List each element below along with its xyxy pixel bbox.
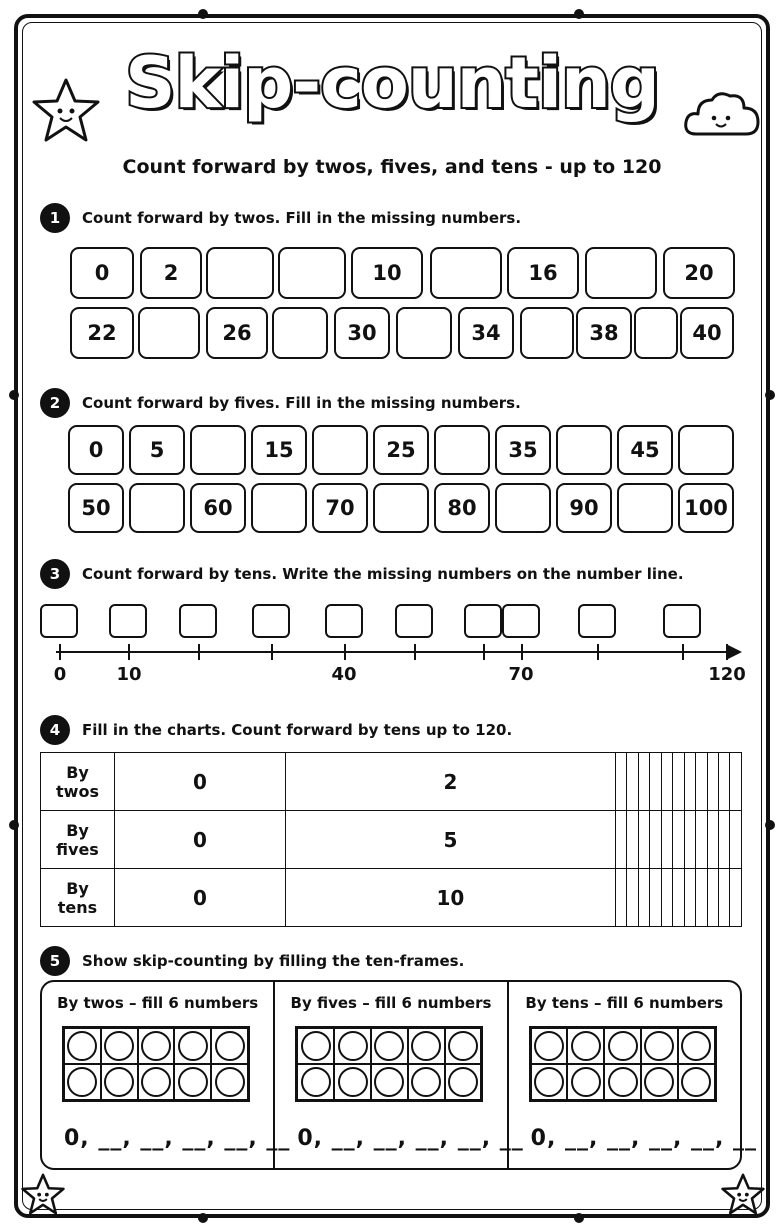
- chart-row-label-line: By: [66, 820, 89, 840]
- chart-answer-cell[interactable]: [673, 811, 684, 869]
- page-subtitle: Count forward by twos, fives, and tens - up to 120: [122, 156, 662, 178]
- chart-answer-cell[interactable]: [627, 869, 638, 927]
- ten-frame-sequence[interactable]: 0, __, __, __, __, __: [64, 1126, 291, 1151]
- ten-frame-cell: [567, 1028, 604, 1064]
- ten-frame-cell: [211, 1028, 248, 1064]
- chart-row-label: [41, 811, 115, 869]
- answer-box[interactable]: [190, 425, 246, 475]
- ten-frame-cell: [408, 1028, 445, 1064]
- ten-frame-circle[interactable]: [141, 1031, 171, 1061]
- ten-frame-cell: [678, 1028, 715, 1064]
- ten-frame-circle[interactable]: [571, 1067, 601, 1097]
- ten-frame-circle[interactable]: [411, 1067, 441, 1097]
- number-box: 22: [70, 307, 134, 359]
- number-line-answer-box[interactable]: [325, 604, 363, 638]
- chart-row-label-line: fives: [56, 839, 99, 859]
- ten-frame-circle[interactable]: [215, 1067, 245, 1097]
- section-instruction: Show skip-counting by filling the ten-frames.: [82, 952, 465, 970]
- number-line-tick: [682, 644, 684, 660]
- ten-frame: [529, 1026, 717, 1102]
- number-box: 70: [312, 483, 368, 533]
- number-line-tick: [597, 644, 599, 660]
- number-box: 90: [556, 483, 612, 533]
- ten-frame-cell: [408, 1064, 445, 1100]
- chart-answer-cell[interactable]: [730, 811, 742, 869]
- number-box: 25: [373, 425, 429, 475]
- section-instruction: Fill in the charts. Count forward by tens up to 120.: [82, 721, 513, 739]
- ten-frame-cell: [604, 1028, 641, 1064]
- ten-frame-cell: [64, 1028, 101, 1064]
- number-box: 26: [206, 307, 268, 359]
- chart-row: [41, 811, 742, 869]
- ten-frame-cell: [445, 1028, 482, 1064]
- ten-frame-cell: [445, 1064, 482, 1100]
- ten-frame-cell: [101, 1028, 138, 1064]
- section-1-header: [40, 203, 521, 233]
- ten-frame-panel: [42, 982, 291, 1168]
- chart-row: [41, 753, 742, 811]
- border-dot: [574, 9, 584, 19]
- ten-frame-circle[interactable]: [374, 1031, 404, 1061]
- number-line-tick: [726, 644, 728, 660]
- number-line-label: 10: [116, 664, 142, 685]
- ten-frame-circle[interactable]: [644, 1067, 674, 1097]
- chart-value-cell: 0: [115, 869, 286, 927]
- chart-answer-cell[interactable]: [661, 811, 672, 869]
- chart-answer-cell[interactable]: [707, 869, 718, 927]
- ten-frame-circle[interactable]: [338, 1031, 368, 1061]
- section-number-badge: 5: [40, 946, 70, 976]
- ten-frame-title: By twos – fill 6 numbers: [57, 994, 259, 1012]
- number-box: 0: [70, 247, 134, 299]
- number-line-answer-box[interactable]: [464, 604, 502, 638]
- ten-frame-circle[interactable]: [104, 1031, 134, 1061]
- ten-frame-circle[interactable]: [301, 1067, 331, 1097]
- number-line-tick: [483, 644, 485, 660]
- border-dot: [574, 1213, 584, 1223]
- number-line-tick: [198, 644, 200, 660]
- chart-value-cell: 5: [285, 811, 615, 869]
- ten-frame-circle[interactable]: [411, 1031, 441, 1061]
- chart-row-label-line: By: [66, 878, 89, 898]
- answer-box[interactable]: [495, 483, 551, 533]
- ten-frame-cell: [174, 1064, 211, 1100]
- number-box: 60: [190, 483, 246, 533]
- section-2-header: [40, 388, 521, 418]
- ten-frame-circle[interactable]: [608, 1067, 638, 1097]
- chart-answer-cell[interactable]: [684, 753, 695, 811]
- page-title: Skip-counting: [125, 42, 659, 124]
- answer-box[interactable]: [312, 425, 368, 475]
- chart-value-cell: 10: [285, 869, 615, 927]
- ten-frame-cell: [371, 1028, 408, 1064]
- ten-frame-cell: [531, 1028, 568, 1064]
- section-instruction: Count forward by twos. Fill in the missing numbers.: [82, 209, 522, 227]
- number-box: 16: [507, 247, 579, 299]
- border-dot: [9, 820, 19, 830]
- chart-row: [41, 869, 742, 927]
- answer-box[interactable]: [278, 247, 346, 299]
- answer-box[interactable]: [434, 425, 490, 475]
- number-box: 100: [678, 483, 734, 533]
- ten-frame-circle[interactable]: [67, 1031, 97, 1061]
- number-box: 0: [68, 425, 124, 475]
- chart-answer-cell[interactable]: [718, 811, 729, 869]
- chart-answer-cell[interactable]: [616, 869, 627, 927]
- chart-answer-cell[interactable]: [718, 753, 729, 811]
- number-box: 34: [458, 307, 514, 359]
- chart-answer-cell[interactable]: [627, 811, 638, 869]
- section-number-badge: 2: [40, 388, 70, 418]
- chart-answer-cell[interactable]: [730, 869, 742, 927]
- border-dot: [198, 9, 208, 19]
- chart-row-label: [41, 869, 115, 927]
- number-line-answer-box[interactable]: [663, 604, 701, 638]
- section-number-badge: 3: [40, 559, 70, 589]
- border-dot: [198, 1213, 208, 1223]
- number-line-tick: [271, 644, 273, 660]
- chart-answer-cell[interactable]: [638, 811, 649, 869]
- ten-frame-circle[interactable]: [104, 1067, 134, 1097]
- section-5-header: [40, 946, 464, 976]
- chart-answer-cell[interactable]: [661, 869, 672, 927]
- answer-box[interactable]: [634, 307, 678, 359]
- chart-row-label-line: By: [66, 762, 89, 782]
- chart-answer-cell[interactable]: [730, 753, 742, 811]
- answer-box[interactable]: [251, 483, 307, 533]
- chart-answer-cell[interactable]: [638, 753, 649, 811]
- number-box: 50: [68, 483, 124, 533]
- ten-frame-sequence[interactable]: 0, __, __, __, __, __: [530, 1126, 758, 1151]
- border-dot: [765, 390, 775, 400]
- number-box: 35: [495, 425, 551, 475]
- ten-frame-cell: [138, 1028, 175, 1064]
- chart-answer-cell[interactable]: [673, 869, 684, 927]
- chart-answer-cell[interactable]: [673, 753, 684, 811]
- answer-box[interactable]: [617, 483, 673, 533]
- border-dot: [765, 820, 775, 830]
- ten-frame: [295, 1026, 483, 1102]
- ten-frame-circle[interactable]: [178, 1031, 208, 1061]
- chart-value-cell: 2: [285, 753, 615, 811]
- border-dot: [9, 390, 19, 400]
- chart-row-label-line: tens: [57, 897, 98, 917]
- ten-frame-cell: [678, 1064, 715, 1100]
- ten-frames-panel: [40, 980, 758, 1170]
- ten-frame-circle[interactable]: [448, 1067, 478, 1097]
- chart-answer-cell[interactable]: [638, 869, 649, 927]
- number-line-answer-box[interactable]: [578, 604, 616, 638]
- number-line-answer-box[interactable]: [109, 604, 147, 638]
- ten-frame-circle[interactable]: [534, 1067, 564, 1097]
- chart-row-label-line: twos: [56, 781, 99, 801]
- number-line-tick: [414, 644, 416, 660]
- ten-frame-cell: [101, 1064, 138, 1100]
- ten-frame-circle[interactable]: [301, 1031, 331, 1061]
- ten-frame-cell: [334, 1064, 371, 1100]
- ten-frame-cell: [211, 1064, 248, 1100]
- chart-answer-cell[interactable]: [696, 753, 707, 811]
- answer-box[interactable]: [272, 307, 328, 359]
- ten-frame-panel: [507, 982, 758, 1168]
- chart-answer-cell[interactable]: [616, 753, 627, 811]
- smiling-star-icon: [20, 1172, 66, 1216]
- number-line-label: 40: [331, 664, 357, 685]
- number-line-label: 0: [53, 664, 67, 685]
- chart-answer-cell[interactable]: [627, 753, 638, 811]
- ten-frame-title: By fives – fill 6 numbers: [290, 994, 492, 1012]
- number-box: 30: [334, 307, 390, 359]
- section-instruction: Count forward by tens. Write the missing numbers on the number line.: [82, 565, 684, 583]
- chart-answer-cell[interactable]: [650, 811, 661, 869]
- ten-frame-cell: [641, 1064, 678, 1100]
- ten-frame-cell: [174, 1028, 211, 1064]
- ten-frame-title: By tens – fill 6 numbers: [525, 994, 724, 1012]
- number-line-tick: [128, 644, 130, 660]
- ten-frame-cell: [531, 1064, 568, 1100]
- chart-value-cell: 0: [115, 753, 286, 811]
- ten-frame-cell: [297, 1028, 334, 1064]
- chart-answer-cell[interactable]: [707, 753, 718, 811]
- answer-box[interactable]: [129, 483, 185, 533]
- section-number-badge: 4: [40, 715, 70, 745]
- ten-frame-circle[interactable]: [681, 1031, 711, 1061]
- number-box: 80: [434, 483, 490, 533]
- chart-answer-cell[interactable]: [718, 869, 729, 927]
- section-3-header: [40, 559, 684, 589]
- number-line-arrow: [728, 645, 742, 659]
- number-line-answer-box[interactable]: [179, 604, 217, 638]
- ten-frame-circle[interactable]: [338, 1067, 368, 1097]
- number-line-tick: [59, 644, 61, 660]
- chart-answer-cell[interactable]: [684, 811, 695, 869]
- ten-frame-circle[interactable]: [67, 1067, 97, 1097]
- ten-frame-cell: [297, 1064, 334, 1100]
- ten-frame-cell: [371, 1064, 408, 1100]
- ten-frame-panel: [273, 982, 524, 1168]
- chart-answer-cell[interactable]: [616, 811, 627, 869]
- number-box: 5: [129, 425, 185, 475]
- ten-frame-circle[interactable]: [534, 1031, 564, 1061]
- number-line-answer-box[interactable]: [40, 604, 78, 638]
- ten-frame-circle[interactable]: [141, 1067, 171, 1097]
- skip-count-chart: [40, 752, 742, 927]
- ten-frame-circle[interactable]: [374, 1067, 404, 1097]
- section-number-badge: 1: [40, 203, 70, 233]
- chart-answer-cell[interactable]: [696, 869, 707, 927]
- chart-answer-cell[interactable]: [684, 869, 695, 927]
- number-box: 40: [680, 307, 734, 359]
- number-box: 2: [140, 247, 202, 299]
- chart-value-cell: 0: [115, 811, 286, 869]
- number-line-answer-box[interactable]: [252, 604, 290, 638]
- number-line-label: 120: [708, 664, 746, 685]
- number-box: 45: [617, 425, 673, 475]
- chart-answer-cell[interactable]: [707, 811, 718, 869]
- number-box: 10: [351, 247, 423, 299]
- number-box: 38: [576, 307, 632, 359]
- smiling-star-icon: [720, 1172, 766, 1216]
- ten-frame-circle[interactable]: [448, 1031, 478, 1061]
- chart-answer-cell[interactable]: [696, 811, 707, 869]
- answer-box[interactable]: [585, 247, 657, 299]
- ten-frame: [62, 1026, 250, 1102]
- answer-box[interactable]: [396, 307, 452, 359]
- section-4-header: [40, 715, 512, 745]
- answer-box[interactable]: [206, 247, 274, 299]
- ten-frame-cell: [567, 1064, 604, 1100]
- answer-box[interactable]: [678, 425, 734, 475]
- number-box: 20: [663, 247, 735, 299]
- ten-frame-circle[interactable]: [178, 1067, 208, 1097]
- ten-frame-cell: [64, 1064, 101, 1100]
- answer-box[interactable]: [556, 425, 612, 475]
- ten-frame-cell: [334, 1028, 371, 1064]
- number-line-answer-box[interactable]: [395, 604, 433, 638]
- ten-frame-cell: [641, 1028, 678, 1064]
- chart-row-label: [41, 753, 115, 811]
- number-line-tick: [344, 644, 346, 660]
- ten-frame-cell: [604, 1064, 641, 1100]
- ten-frame-circle[interactable]: [571, 1031, 601, 1061]
- ten-frame-circle[interactable]: [608, 1031, 638, 1061]
- chart-answer-cell[interactable]: [650, 869, 661, 927]
- number-line-label: 70: [508, 664, 534, 685]
- section-instruction: Count forward by fives. Fill in the missing numbers.: [82, 394, 521, 412]
- chart-answer-cell[interactable]: [650, 753, 661, 811]
- number-line-answer-box[interactable]: [502, 604, 540, 638]
- answer-box[interactable]: [138, 307, 200, 359]
- ten-frame-sequence[interactable]: 0, __, __, __, __, __: [297, 1126, 524, 1151]
- ten-frame-circle[interactable]: [681, 1067, 711, 1097]
- number-box: 15: [251, 425, 307, 475]
- answer-box[interactable]: [520, 307, 574, 359]
- chart-answer-cell[interactable]: [661, 753, 672, 811]
- answer-box[interactable]: [373, 483, 429, 533]
- answer-box[interactable]: [430, 247, 502, 299]
- ten-frame-circle[interactable]: [215, 1031, 245, 1061]
- ten-frame-circle[interactable]: [644, 1031, 674, 1061]
- number-line-axis: [56, 651, 732, 653]
- ten-frame-cell: [138, 1064, 175, 1100]
- number-line-tick: [521, 644, 523, 660]
